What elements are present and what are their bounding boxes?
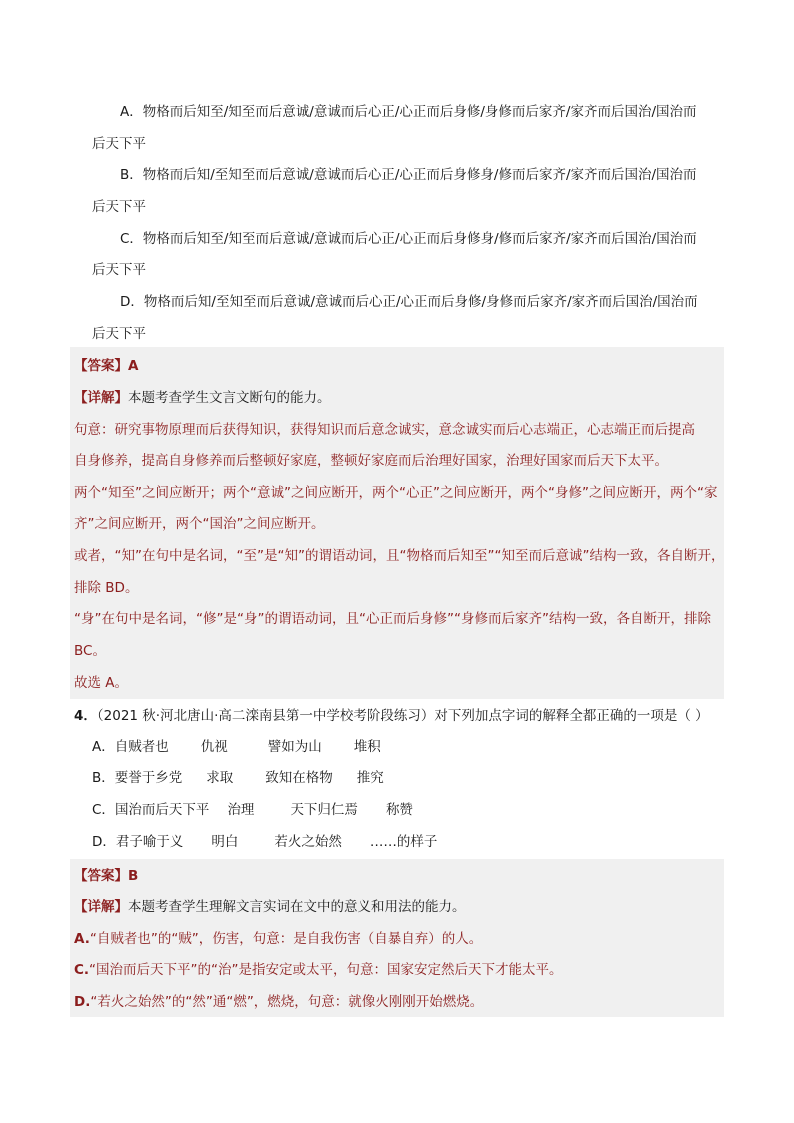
detail-text: 本题考查学生理解文言实词在文中的意义和用法的能力。 <box>128 899 466 915</box>
option-label: C． <box>92 802 115 818</box>
detail-label: 【详解】 <box>74 899 128 915</box>
option-item: 求取 <box>206 770 234 786</box>
option-label: D． <box>92 834 116 850</box>
option-item: 堆积 <box>353 739 381 755</box>
detail-q4 <box>74 897 466 917</box>
explanation-tag: C. <box>74 962 90 978</box>
option-b-line2: 后天下平 <box>92 199 146 215</box>
answer-value: B <box>128 868 139 884</box>
answer-q4 <box>74 866 138 886</box>
option-item: 自贼者也 <box>114 739 169 755</box>
explanation-text: “若火之始然”的“然”通“燃”，燃烧，句意：就像火刚刚开始燃烧。 <box>90 994 484 1010</box>
option-c-line1: C．物格而后知至/知至而后意诚/意诚而后心正/心正而后身修身/修而后家齐/家齐而后国治/国治而 <box>120 231 697 247</box>
explanation-line-a <box>74 929 482 949</box>
option-item: ……的样子 <box>369 834 438 850</box>
question-number: 4． <box>74 708 97 724</box>
answer-label: 【答案】 <box>74 868 128 884</box>
explanation-line-d <box>74 992 483 1012</box>
option-a-line2: 后天下平 <box>92 136 146 152</box>
option-d-line2: 后天下平 <box>92 326 146 342</box>
explanation-line-c <box>74 960 563 980</box>
option-b-line1: B．物格而后知/至知至而后意诚/意诚而后心正/心正而后身修身/修而后家齐/家齐而后国治/国治而 <box>120 167 697 183</box>
question-4-stem <box>74 706 709 726</box>
answer-value: A <box>128 358 139 374</box>
option-item: 要誉于乡党 <box>114 770 183 786</box>
detail-q3 <box>74 388 331 408</box>
explanation-text: “自贼者也”的“贼”，伤害，句意：是自我伤害（自暴自弃）的人。 <box>89 931 483 947</box>
detail-label: 【详解】 <box>74 390 128 406</box>
option-item: 推究 <box>356 770 384 786</box>
explanation-text: “国治而后天下平”的“治”是指安定或太平，句意：国家安定然后天下才能太平。 <box>89 962 563 978</box>
q4-option-a <box>92 737 381 757</box>
option-item: 若火之始然 <box>274 834 342 850</box>
option-item: 称赞 <box>385 802 413 818</box>
q4-option-c <box>92 800 413 820</box>
option-label: A． <box>92 739 115 755</box>
option-item: 国治而后天下平 <box>114 802 210 818</box>
detail-text: 本题考查学生文言文断句的能力。 <box>128 390 331 406</box>
answer-label: 【答案】 <box>74 358 128 374</box>
explanation-line: 自身修养，提高自身修养而后整顿好家庭，整顿好家庭而后治理好国家，治理好国家而后天下太平。 <box>74 453 668 469</box>
question-source: （2021 秋·河北唐山·高二滦南县第一中学校考阶段练习） <box>96 708 435 724</box>
option-c-line2: 后天下平 <box>92 262 146 278</box>
explanation-line: 或者，“知”在句中是名词，“至”是“知”的谓语动词，且“物格而后知至”“知至而后意诚”结构一致，各自断开， <box>74 548 725 564</box>
answer-q3 <box>74 356 138 376</box>
question-text: 对下列加点字词的解释全都正确的一项是（ ） <box>434 708 709 724</box>
q4-option-d <box>92 832 437 852</box>
explanation-line: 句意：研究事物原理而后获得知识，获得知识而后意念诚实，意念诚实而后心志端正，心志端正而后提高 <box>74 422 695 438</box>
option-d-line1: D．物格而后知/至知至而后意诚/意诚而后心正/心正而后身修/身修而后家齐/家齐而后国治/国治而 <box>120 294 698 310</box>
explanation-line: 两个“知至”之间应断开；两个“意诚”之间应断开，两个“心正”之间应断开，两个“身修”之间应断开，两个“家 <box>74 485 718 501</box>
explanation-line: 故选 A。 <box>74 675 129 691</box>
option-item: 仇视 <box>200 739 228 755</box>
explanation-line: BC。 <box>74 643 106 659</box>
q4-option-b <box>92 768 384 788</box>
option-item: 明白 <box>211 834 239 850</box>
explanation-line: 齐”之间应断开，两个“国治”之间应断开。 <box>74 516 325 532</box>
option-item: 天下归仁焉 <box>290 802 358 818</box>
option-item: 治理 <box>227 802 255 818</box>
explanation-line: 排除 BD。 <box>74 580 139 596</box>
explanation-tag: D. <box>74 994 91 1010</box>
option-item: 譬如为山 <box>267 739 322 755</box>
explanation-line: “身”在句中是名词，“修”是“身”的谓语动词，且“心正而后身修”“身修而后家齐”结构一致，各自断开，排除 <box>74 611 711 627</box>
option-a-line1: A．物格而后知至/知至而后意诚/意诚而后心正/心正而后身修/身修而后家齐/家齐而后国治/国治而 <box>120 104 697 120</box>
option-item: 致知在格物 <box>265 770 333 786</box>
explanation-tag: A. <box>74 931 90 947</box>
option-item: 君子喻于义 <box>115 834 184 850</box>
option-label: B． <box>92 770 115 786</box>
